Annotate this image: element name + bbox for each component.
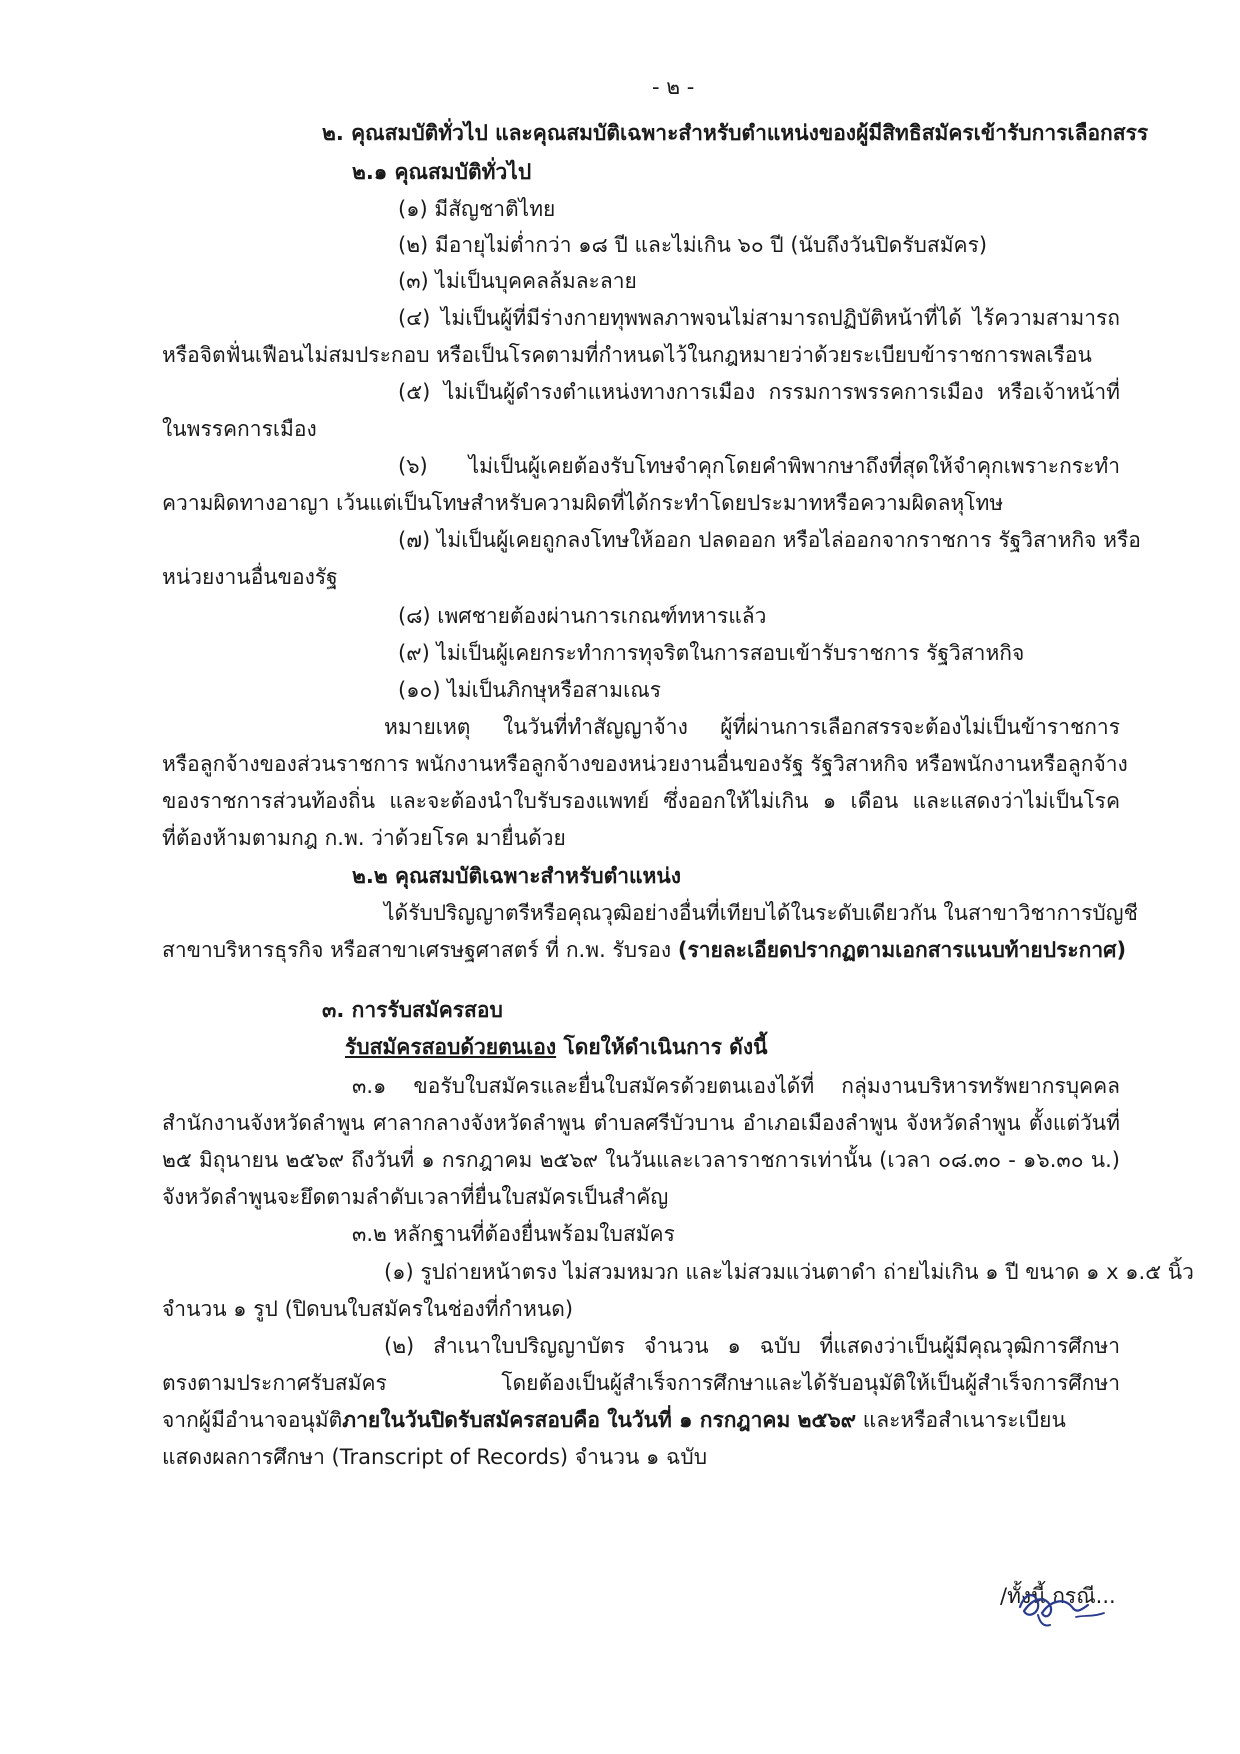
qualification-9: (๙) ไม่เป็นผู้เคยกระทำการทุจริตในการสอบเข้ารับราชการ รัฐวิสาหกิจ bbox=[398, 641, 1025, 665]
section-3-subtitle bbox=[345, 1032, 767, 1062]
section-3-subtitle-rest: โดยให้ดำเนินการ ดังนี้ bbox=[556, 1035, 768, 1059]
qualification-2: (๒) มีอายุไม่ต่ำกว่า ๑๘ ปี และไม่เกิน ๖๐ ปี (นับถึงวันปิดรับสมัคร) bbox=[398, 233, 988, 257]
section-2-2-line-2 bbox=[162, 935, 1126, 965]
document-2-line-2: ตรงตามประกาศรับสมัคร โดยต้องเป็นผู้สำเร็จการศึกษาและได้รับอนุมัติให้เป็นผู้สำเร็จการศึกษา bbox=[162, 1371, 1120, 1395]
qualification-4-line-1: (๔) ไม่เป็นผู้ที่มีร่างกายทุพพลภาพจนไม่สามารถปฏิบัติหน้าที่ได้ ไร้ความสามารถ bbox=[398, 306, 1120, 330]
note-line-3: ของราชการส่วนท้องถิ่น และจะต้องนำใบรับรองแพทย์ ซึ่งออกให้ไม่เกิน ๑ เดือน และแสดงว่าไม่เป็นโรค bbox=[162, 789, 1120, 813]
continuation-text: /ทั้งนี้ กรณี... bbox=[1000, 1584, 1116, 1608]
document-1-line-2: จำนวน ๑ รูป (ปิดบนใบสมัครในช่องที่กำหนด) bbox=[162, 1297, 574, 1321]
document-1-line-1: (๑) รูปถ่ายหน้าตรง ไม่สวมหมวก และไม่สวมแว่นตาดำ ถ่ายไม่เกิน ๑ ปี ขนาด ๑ x ๑.๕ นิ้ว bbox=[384, 1260, 1194, 1284]
section-3-1-line-1: ๓.๑ ขอรับใบสมัครและยื่นใบสมัครด้วยตนเองได้ที่ กลุ่มงานบริหารทรัพยากรบุคคล bbox=[352, 1074, 1120, 1098]
document-2-line-3 bbox=[162, 1405, 1120, 1435]
section-2-2-line-2-bold: (รายละเอียดปรากฏตามเอกสารแนบท้ายประกาศ) bbox=[677, 938, 1127, 962]
qualification-7-line-2: หน่วยงานอื่นของรัฐ bbox=[162, 565, 338, 589]
section-3-1-line-3: ๒๕ มิถุนายน ๒๕๖๙ ถึงวันที่ ๑ กรกฎาคม ๒๕๖๙ ในวันและเวลาราชการเท่านั้น (เวลา ๐๘.๓๐ - ๑๖.๓๐ น.) bbox=[162, 1148, 1120, 1172]
note-line-4: ที่ต้องห้ามตามกฎ ก.พ. ว่าด้วยโรค มายื่นด้วย bbox=[162, 826, 566, 850]
section-3-1-line-2: สำนักงานจังหวัดลำพูน ศาลากลางจังหวัดลำพูน ตำบลศรีบัวบาน อำเภอเมืองลำพูน จังหวัดลำพูน ตั้งแต่วันที่ bbox=[162, 1111, 1120, 1135]
document-2-line-1: (๒) สำเนาใบปริญญาบัตร จำนวน ๑ ฉบับ ที่แสดงว่าเป็นผู้มีคุณวุฒิการศึกษา bbox=[384, 1334, 1120, 1358]
qualification-3: (๓) ไม่เป็นบุคคลล้มละลาย bbox=[398, 269, 637, 293]
section-2-1-title: ๒.๑ คุณสมบัติทั่วไป bbox=[352, 160, 532, 184]
section-2-2-line-2-text: สาขาบริหารธุรกิจ หรือสาขาเศรษฐศาสตร์ ที่ ก.พ. รับรอง bbox=[162, 938, 678, 962]
document-2-line-4: แสดงผลการศึกษา (Transcript of Records) จำนวน ๑ ฉบับ bbox=[162, 1445, 708, 1469]
qualification-7-line-1: (๗) ไม่เป็นผู้เคยถูกลงโทษให้ออก ปลดออก หรือไล่ออกจากราชการ รัฐวิสาหกิจ หรือ bbox=[398, 528, 1141, 552]
section-2-title: ๒. คุณสมบัติทั่วไป และคุณสมบัติเฉพาะสำหรับตำแหน่งของผู้มีสิทธิสมัครเข้ารับการเลือกสรร bbox=[322, 121, 1149, 145]
qualification-8: (๘) เพศชายต้องผ่านการเกณฑ์ทหารแล้ว bbox=[398, 604, 767, 628]
section-3-title: ๓. การรับสมัครสอบ bbox=[322, 998, 503, 1022]
qualification-4-line-2: หรือจิตฟั่นเฟือนไม่สมประกอบ หรือเป็นโรคตามที่กำหนดไว้ในกฎหมายว่าด้วยระเบียบข้าราชการพลเรือน bbox=[162, 343, 1092, 367]
section-3-subtitle-underlined: รับสมัครสอบด้วยตนเอง bbox=[345, 1035, 557, 1059]
note-line-1: หมายเหตุ ในวันที่ทำสัญญาจ้าง ผู้ที่ผ่านการเลือกสรรจะต้องไม่เป็นข้าราชการ bbox=[384, 715, 1120, 739]
page-number: - ๒ - bbox=[652, 75, 695, 99]
section-2-2-title: ๒.๒ คุณสมบัติเฉพาะสำหรับตำแหน่ง bbox=[352, 864, 682, 888]
qualification-5-line-2: ในพรรคการเมือง bbox=[162, 417, 317, 441]
document-2-line-3-bold: ภายในวันปิดรับสมัครสอบคือ ในวันที่ ๑ กรกฎาคม ๒๕๖๙ bbox=[342, 1408, 857, 1432]
qualification-1: (๑) มีสัญชาติไทย bbox=[398, 197, 556, 221]
qualification-6-line-1: (๖) ไม่เป็นผู้เคยต้องรับโทษจำคุกโดยคำพิพากษาถึงที่สุดให้จำคุกเพราะกระทำ bbox=[398, 454, 1120, 478]
document-2-line-3-end: และหรือสำเนาระเบียน bbox=[856, 1408, 1066, 1432]
section-2-2-line-1: ได้รับปริญญาตรีหรือคุณวุฒิอย่างอื่นที่เทียบได้ในระดับเดียวกัน ในสาขาวิชาการบัญชี bbox=[384, 901, 1138, 925]
qualification-6-line-2: ความผิดทางอาญา เว้นแต่เป็นโทษสำหรับความผิดที่ได้กระทำโดยประมาทหรือความผิดลหุโทษ bbox=[162, 491, 1004, 515]
handwritten-signature bbox=[980, 1555, 1130, 1635]
section-3-2-title: ๓.๒ หลักฐานที่ต้องยื่นพร้อมใบสมัคร bbox=[352, 1222, 675, 1246]
note-line-2: หรือลูกจ้างของส่วนราชการ พนักงานหรือลูกจ้างของหน่วยงานอื่นของรัฐ รัฐวิสาหกิจ หรือพนักงานหรือลูกจ้าง bbox=[162, 752, 1128, 776]
qualification-5-line-1: (๕) ไม่เป็นผู้ดำรงตำแหน่งทางการเมือง กรรมการพรรคการเมือง หรือเจ้าหน้าที่ bbox=[398, 380, 1120, 404]
document-2-line-3-text: จากผู้มีอำนาจอนุมัติ bbox=[162, 1408, 343, 1432]
section-3-1-line-4: จังหวัดลำพูนจะยึดตามลำดับเวลาที่ยื่นใบสมัครเป็นสำคัญ bbox=[162, 1185, 669, 1209]
qualification-10: (๑๐) ไม่เป็นภิกษุหรือสามเณร bbox=[398, 678, 662, 702]
